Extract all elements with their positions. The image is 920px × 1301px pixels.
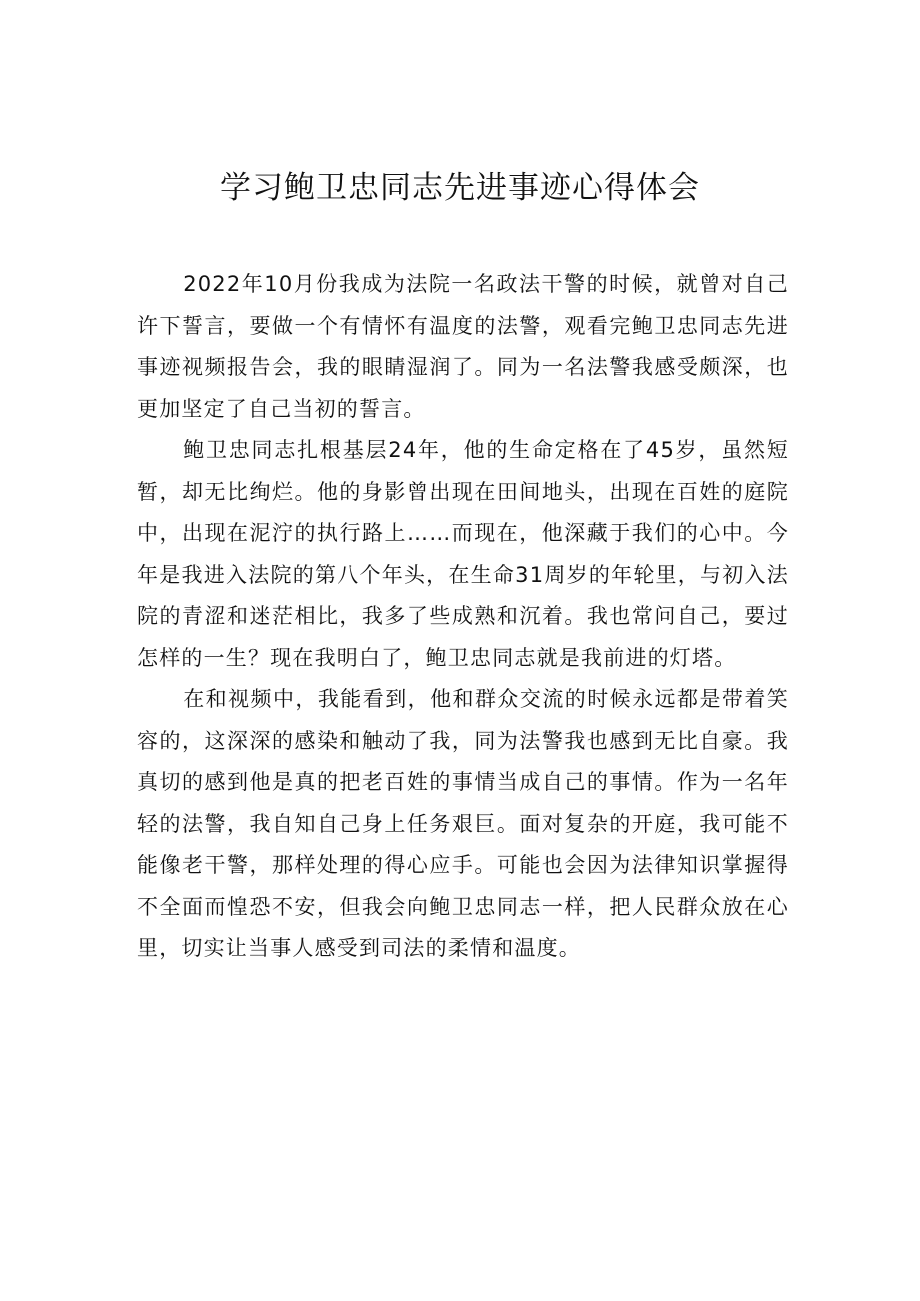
paragraph-3: 在和视频中，我能看到，他和群众交流的时候永远都是带着笑容的，这深深的感染和触动了我，同为法警我也感到无比自豪。我真切的感到他是真的把老百姓的事情当成自己的事情。作为一名年轻的法警，我自知自己身上任务艰巨。面对复杂的开庭，我可能不能像老干警，那样处理的得心应手。可能也会因为法律知识掌握得不全面而惶恐不安，但我会向鲍卫忠同志一样，把人民群众放在心里，切实让当事人感受到司法的柔情和温度。 xyxy=(137,687,789,960)
paragraph-1: 2022年10月份我成为法院一名政法干警的时候，就曾对自己许下誓言，要做一个有情怀有温度的法警，观看完鲍卫忠同志先进事迹视频报告会，我的眼睛湿润了。同为一名法警我感受颇深，也更加坚定了自己当初的誓言。 xyxy=(137,272,789,421)
document-body xyxy=(137,264,789,970)
document-title: 学习鲍卫忠同志先进事迹心得体会 xyxy=(220,170,700,206)
paragraph-2: 鲍卫忠同志扎根基层24年，他的生命定格在了45岁，虽然短暂，却无比绚烂。他的身影曾出现在田间地头，出现在百姓的庭院中，出现在泥泞的执行路上……而现在，他深藏于我们的心中。今年是我进入法院的第八个年头，在生命31周岁的年轮里，与初入法院的青涩和迷茫相比，我多了些成熟和沉着。我也常问自己，要过怎样的一生？现在我明白了，鲍卫忠同志就是我前进的灯塔。 xyxy=(137,438,789,670)
